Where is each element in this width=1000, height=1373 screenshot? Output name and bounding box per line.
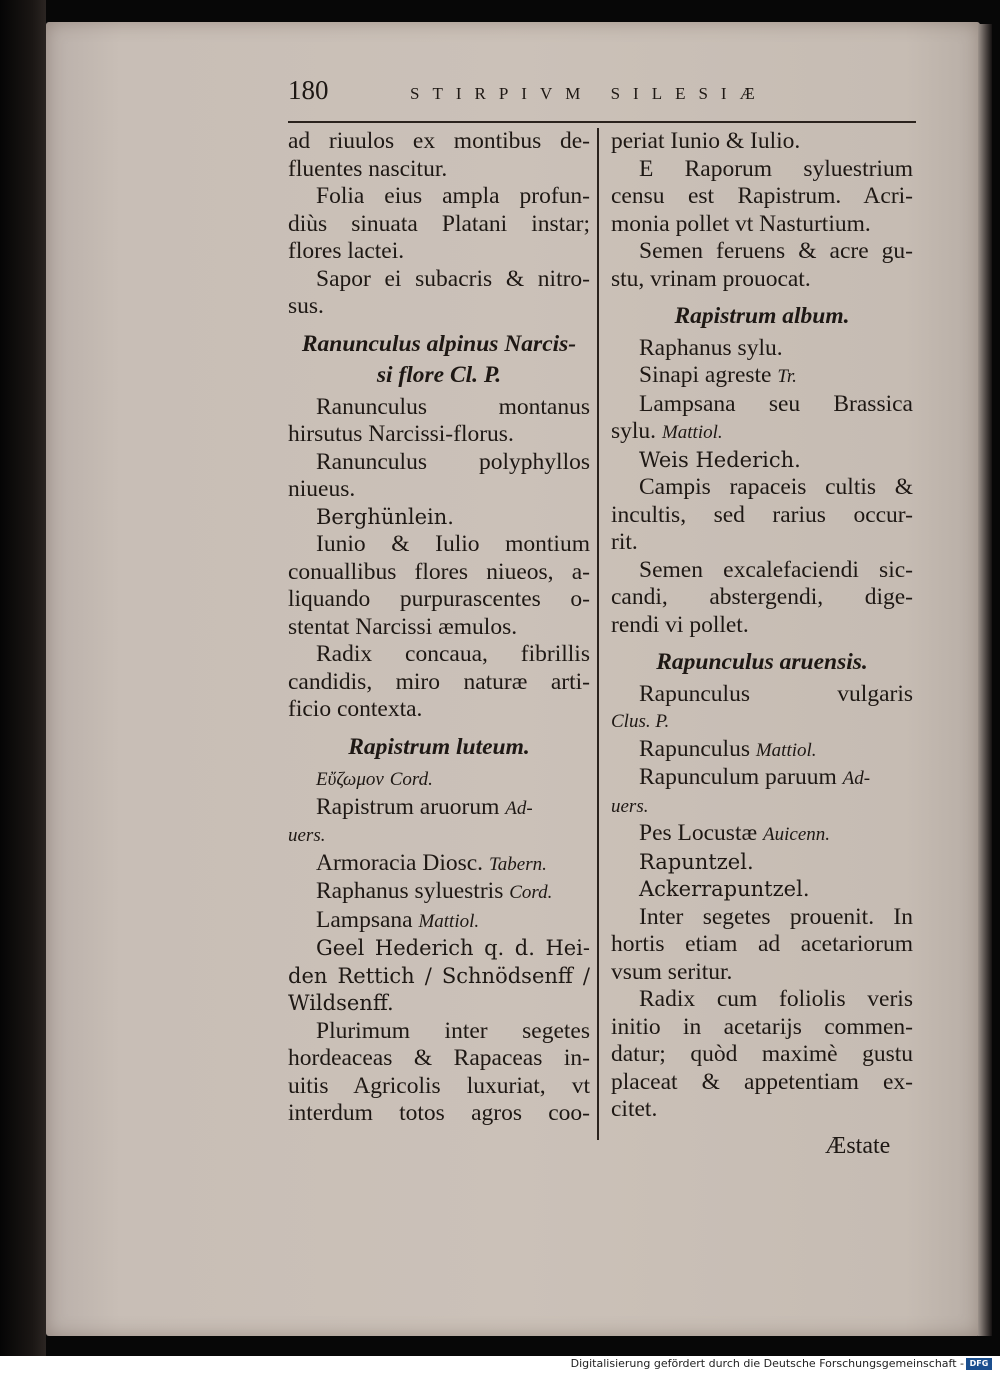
text-line: E Raporum syluestrium — [639, 155, 913, 182]
text-line: Campis rapaceis cultis & — [639, 474, 913, 500]
synonym-line — [611, 820, 913, 849]
german-name: Berghünlein. — [316, 504, 454, 529]
german-name: Weis Hederich. — [639, 447, 801, 472]
text-line: Iunio & Iulio montium — [316, 531, 590, 557]
text-line: hordeaceas & Rapaceas in- — [288, 1045, 590, 1071]
synonym-line: Raphanus sylu. — [639, 334, 783, 361]
text-line: vsum seritur. — [611, 958, 733, 985]
synonym-line — [611, 736, 913, 765]
text-line: candi, abstergendi, dige- — [611, 584, 913, 610]
text-line: ficio contexta. — [288, 696, 423, 722]
author-abbrev: Mattiol. — [755, 739, 817, 761]
synonym-line — [611, 764, 913, 793]
section-heading: si flore Cl. P. — [376, 362, 502, 388]
synonym-line: Ranunculus montanus — [316, 393, 590, 420]
synonym-text: Raphanus syluestris — [316, 878, 510, 904]
text-line: rendi vi pollet. — [611, 611, 749, 638]
author-abbrev: Mattiol. — [661, 422, 723, 443]
author-abbrev: Mattiol. — [418, 910, 480, 932]
text-line: liquando purpurascentes o- — [288, 586, 590, 612]
funding-credit: Digitalisierung gefördert durch die Deutsche Forschungsgemeinschaft - — [570, 1357, 964, 1370]
section-heading: Rapistrum album. — [674, 303, 850, 329]
greek-word: Εὔζωμον — [316, 769, 384, 790]
digitization-footer — [0, 1356, 1000, 1373]
text-line: Semen excalefaciendi sic- — [639, 556, 913, 583]
text-line: ad riuulos ex montibus de- — [288, 128, 590, 154]
text-line: censu est Rapistrum. Acri- — [611, 183, 913, 209]
text-line: Inter segetes prouenit. In — [639, 903, 913, 930]
author-abbrev: Clus. P. — [611, 711, 670, 732]
synonym-text: Rapunculum paruum — [639, 764, 843, 790]
author-abbrev: uers. — [288, 825, 326, 846]
synonym-text: Armoracia Diosc. — [316, 849, 489, 876]
synonym-line — [288, 794, 590, 823]
dfg-logo: DFG — [966, 1358, 992, 1370]
author-abbrev: Tabern. — [488, 853, 547, 875]
header-rule — [288, 121, 916, 123]
synonym-line: Lampsana seu Brassica — [639, 390, 913, 417]
author-abbrev: Ad- — [505, 797, 533, 819]
text-line: Folia eius ampla profun- — [316, 183, 590, 209]
section-heading: Rapunculus aruensis. — [656, 649, 868, 675]
synonym-text: Sinapi agreste — [639, 362, 778, 388]
running-title: STIRPIVM SILESIÆ — [410, 84, 768, 103]
text-line: citet. — [611, 1096, 658, 1122]
text-line: rit. — [611, 529, 638, 555]
section-heading: Rapistrum luteum. — [348, 733, 530, 760]
text-line: stentat Narcissi æmulos. — [288, 613, 518, 640]
text-line: interdum totos agros coo- — [288, 1100, 590, 1126]
synonym-text: Rapistrum aruorum — [316, 793, 506, 820]
synonym-text: Pes Locustæ — [639, 820, 764, 846]
author-abbrev: uers. — [611, 795, 649, 817]
column-divider — [597, 128, 599, 1140]
section-heading: Ranunculus alpinus Narcis- — [301, 330, 577, 357]
synonym-line: Rapunculus vulgaris — [639, 680, 913, 707]
text-line: uitis Agricolis luxuriat, vt — [288, 1072, 590, 1099]
german-name: Rapuntzel. — [639, 849, 754, 874]
synonym-line — [288, 907, 590, 936]
author-abbrev: Auicenn. — [763, 824, 831, 845]
german-name: Geel Hederich q. d. Hei- — [316, 936, 590, 960]
text-line: diùs sinuata Platani instar; — [288, 210, 590, 237]
synonym-line — [611, 362, 913, 391]
page-number: 180 — [288, 75, 329, 105]
catchword: Æstate — [825, 1133, 891, 1159]
text-line: hortis etiam ad acetariorum — [611, 931, 913, 957]
page-edge-shadow — [978, 24, 992, 1336]
synonym-line: hirsutus Narcissi-florus. — [288, 421, 514, 447]
text-line: monia pollet vt Nasturtium. — [611, 210, 871, 237]
text-line: candidis, miro naturæ arti- — [288, 668, 590, 695]
text-line: datur; quòd maximè gustu — [611, 1041, 913, 1067]
right-column — [611, 128, 913, 1124]
synonym-line: niueus. — [288, 476, 356, 502]
text-line: incultis, sed rarius occur- — [611, 501, 913, 528]
author-abbrev: Cord. — [509, 882, 553, 903]
text-line: Radix cum foliolis veris — [639, 986, 913, 1012]
text-line: fluentes nascitur. — [288, 155, 448, 182]
text-line: periat Iunio & Iulio. — [611, 128, 801, 154]
left-column — [288, 128, 590, 1128]
german-name: Wildsenff. — [288, 991, 394, 1015]
synonym-line — [288, 878, 590, 907]
synonym-text: Rapunculus — [639, 735, 756, 762]
text-line: conuallibus flores niueos, a- — [288, 558, 590, 585]
text-line: Semen feruens & acre gu- — [639, 238, 913, 264]
page-header — [288, 75, 928, 105]
synonym-text: Lampsana — [316, 906, 419, 933]
text-line: Radix concaua, fibrillis — [316, 641, 590, 667]
author-abbrev: Tr. — [777, 366, 797, 387]
author-abbrev: Ad- — [842, 768, 871, 789]
book-spine-edge — [0, 0, 46, 1356]
synonym-line — [611, 418, 913, 447]
german-name: Ackerrapuntzel. — [639, 877, 810, 901]
text-line: placeat & appetentiam ex- — [611, 1068, 913, 1095]
text-line: flores lactei. — [288, 238, 405, 264]
synonym-line: Ranunculus polyphyllos — [316, 448, 590, 475]
text-line: Plurimum inter segetes — [316, 1017, 590, 1044]
greek-synonym — [288, 765, 590, 794]
text-line: Sapor ei subacris & nitro- — [316, 265, 590, 292]
text-line: stu, vrinam prouocat. — [611, 265, 811, 292]
text-line: initio in acetarijs commen- — [611, 1013, 913, 1040]
german-name: den Rettich / Schnödsenff / — [288, 963, 590, 988]
text-line: sus. — [288, 293, 324, 319]
synonym-line — [288, 850, 590, 879]
synonym-text: sylu. — [611, 418, 662, 444]
author-abbrev: Cord. — [389, 769, 433, 790]
